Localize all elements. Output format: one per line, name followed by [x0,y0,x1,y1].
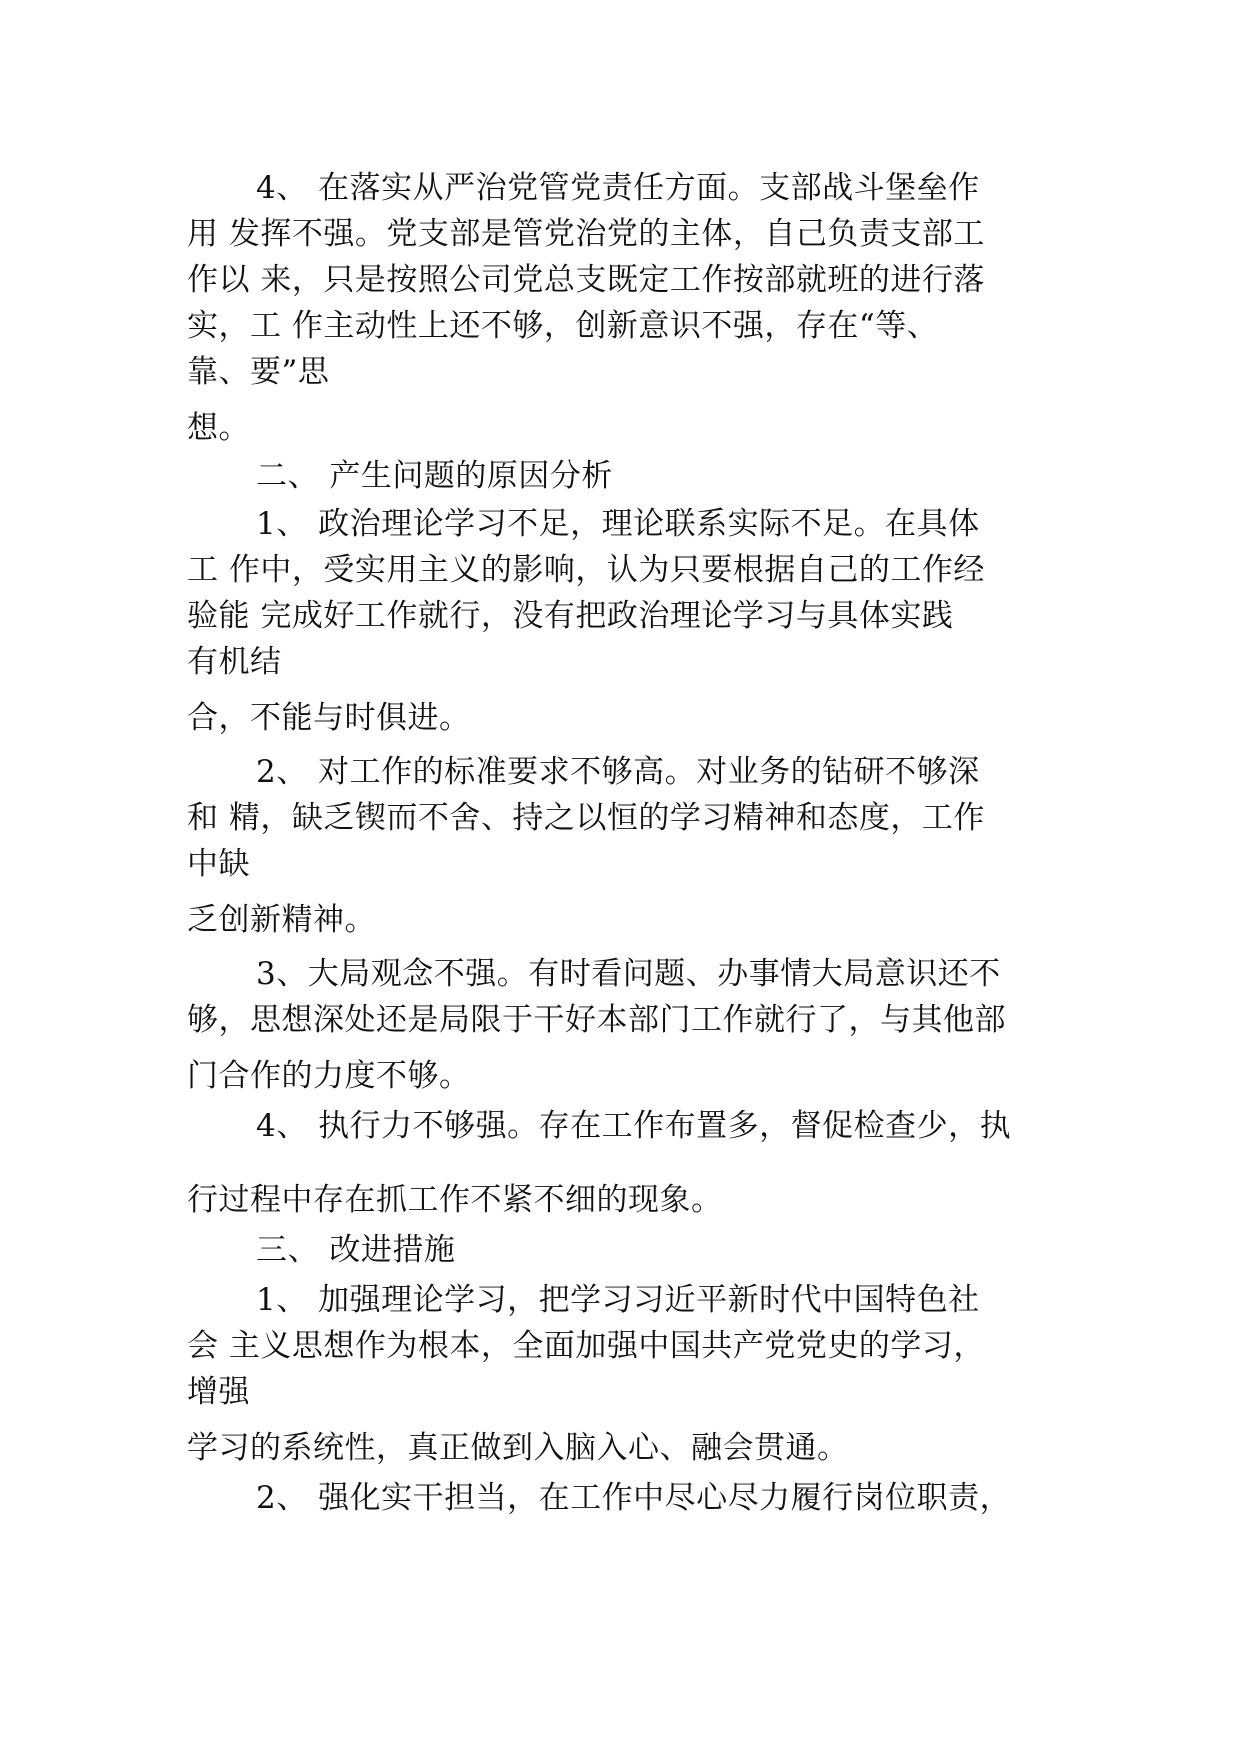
text-line: 会 主义思想作为根本，全面加强中国共产党党史的学习， [187,1328,985,1364]
text-line: 增强 [187,1374,250,1410]
text-line: 合，不能与时俱进。 [187,700,471,736]
section-heading: 二、 产生问题的原因分析 [256,458,613,494]
text-line: 用 发挥不强。党支部是管党治党的主体，自己负责支部工 [187,216,985,252]
text-line: 2、 强化实干担当，在工作中尽心尽力履行岗位职责， [256,1480,1012,1516]
text-line: 学习的系统性，真正做到入脑入心、融会贯通。 [187,1430,849,1466]
text-line: 2、 对工作的标准要求不够高。对业务的钻研不够深 [256,754,980,790]
text-line: 4、 执行力不够强。存在工作布置多，督促检查少，执 [256,1108,1012,1144]
text-line: 靠、要”思 [187,354,330,390]
text-line: 3、大局观念不强。有时看问题、办事情大局意识还不 [256,956,1001,992]
text-line: 门合作的力度不够。 [187,1058,471,1094]
text-line: 有机结 [187,644,282,680]
text-line: 验能 完成好工作就行，没有把政治理论学习与具体实践 [187,598,954,634]
text-line: 1、 政治理论学习不足，理论联系实际不足。在具体 [256,506,980,542]
text-line: 作以 来，只是按照公司党总支既定工作按部就班的进行落 [187,262,985,298]
text-line: 实，工 作主动性上还不够，创新意识不强，存在“等、 [187,308,939,344]
text-line: 乏创新精神。 [187,902,376,938]
text-line: 够，思想深处还是局限于干好本部门工作就行了，与其他部 [187,1002,1006,1038]
text-line: 工 作中，受实用主义的影响，认为只要根据自己的工作经 [187,552,985,588]
text-line: 4、 在落实从严治党管党责任方面。支部战斗堡垒作 [256,170,980,206]
text-line: 想。 [187,410,250,446]
text-line: 行过程中存在抓工作不紧不细的现象。 [187,1182,723,1218]
text-line: 和 精，缺乏锲而不舍、持之以恒的学习精神和态度，工作 [187,800,985,836]
text-line: 中缺 [187,846,250,882]
section-heading: 三、 改进措施 [256,1232,456,1268]
text-line: 1、 加强理论学习，把学习习近平新时代中国特色社 [256,1282,980,1318]
